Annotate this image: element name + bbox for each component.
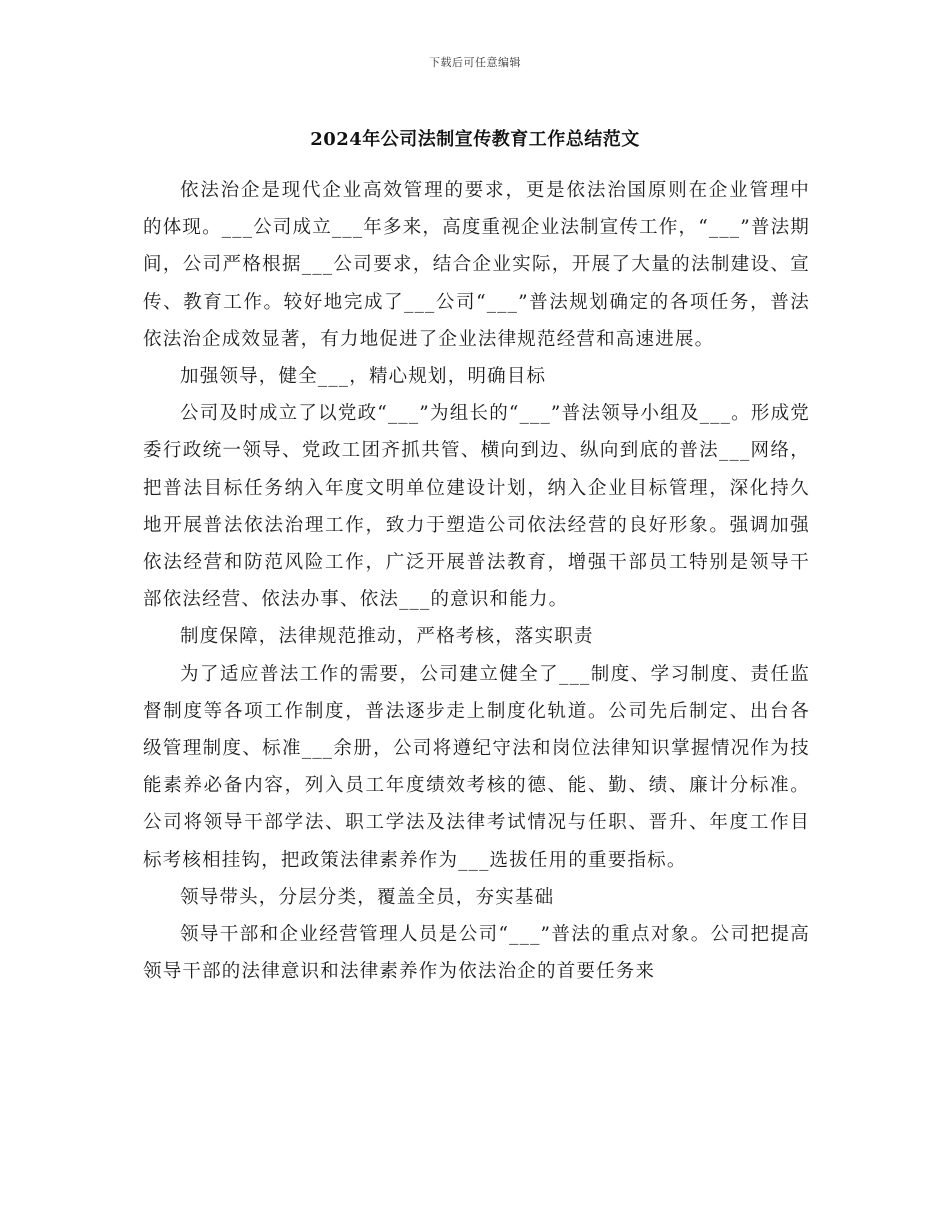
section-heading-leadership: 加强领导，健全___，精心规划，明确目标	[180, 366, 547, 388]
leadership-paragraph: 公司及时成立了以党政“___”为组长的“___”普法领导小组及___。形成党委行政统一领导、党政工团齐抓共管、横向到边、纵向到底的普法___网络，把普法目标任务纳入年度文明单位建设计划，纳入企业目标管理，深化持久地开展普法依法治理工作，致力于塑造公司依法经营的良好形象。强调加强依法经营和防范风险工作，广泛开展普法教育，增强干部员工特别是领导干部依法经营、依法办事、依法___的意识和能力。	[143, 403, 810, 611]
section-heading-coverage: 领导带头，分层分类，覆盖全员，夯实基础	[180, 886, 555, 908]
document-title: 2024年公司法制宣传教育工作总结范文	[310, 129, 640, 150]
section-heading-system: 制度保障，法律规范推动，严格考核，落实职责	[180, 626, 594, 648]
coverage-paragraph: 领导干部和企业经营管理人员是公司“___”普法的重点对象。公司把提高领导干部的法律意识和法律素养作为依法治企的首要任务来	[143, 924, 810, 983]
intro-paragraph: 依法治企是现代企业高效管理的要求，更是依法治国原则在企业管理中的体现。___公司成立___年多来，高度重视企业法制宣传工作，“___”普法期间，公司严格根据___公司要求，结合企业实际，开展了大量的法制建设、宣传、教育工作。较好地完成了___公司“___”普法规划确定的各项任务，普法依法治企成效显著，有力地促进了企业法律规范经营和高速进展。	[143, 180, 810, 350]
page-header-note: 下载后可任意编辑	[429, 56, 521, 69]
system-paragraph: 为了适应普法工作的需要，公司建立健全了___制度、学习制度、责任监督制度等各项工作制度，普法逐步走上制度化轨道。公司先后制定、出台各级管理制度、标准___余册，公司将遵纪守法和岗位法律知识掌握情况作为技能素养必备内容，列入员工年度绩效考核的德、能、勤、绩、廉计分标准。公司将领导干部学法、职工学法及法律考试情况与任职、晋升、年度工作目标考核相挂钩，把政策法律素养作为___选拔任用的重要指标。	[143, 663, 810, 871]
document-body	[143, 172, 810, 990]
